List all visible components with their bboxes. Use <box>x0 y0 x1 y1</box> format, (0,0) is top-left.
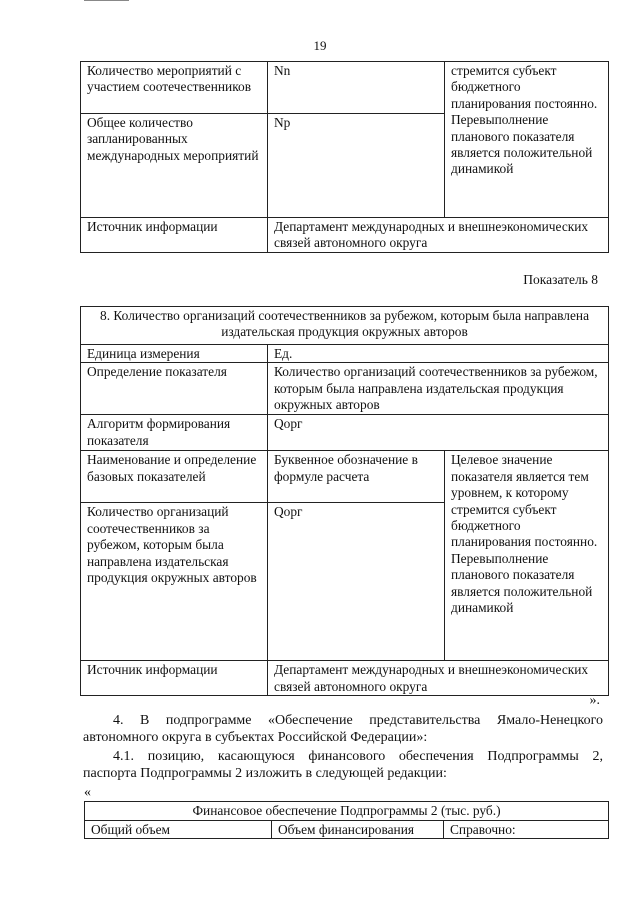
base-label-cell: Наименование и определение базовых показателей <box>81 451 268 503</box>
table-row <box>81 661 609 696</box>
row-symbol-cell: Qорг <box>268 503 445 661</box>
paragraph-line: 4. В подпрограмме «Обеспечение представительства Ямало-Ненецкого <box>113 713 603 728</box>
table-row <box>85 821 609 839</box>
row-name-cell: Количество организаций соотечественников за рубежом, которым была направлена издательская продукция окружных авторов <box>81 503 268 661</box>
unit-value-cell: Ед. <box>268 345 609 363</box>
note-cell: стремится субъект бюджетного планирования постоянно. Перевыполнение планового показателя является положительной динамикой <box>445 62 609 218</box>
top-edge-line <box>84 0 129 1</box>
paragraph-line: 4.1. позицию, касающуюся финансового обеспечения Подпрограммы 2, <box>113 749 603 764</box>
table-row <box>81 307 609 345</box>
indicator-table-top <box>80 61 609 253</box>
table-row <box>81 62 609 114</box>
indicator-table-8 <box>80 306 609 696</box>
source-value-cell: Департамент международных и внешнеэкономических связей автономного округа <box>268 661 609 696</box>
source-value-cell: Департамент международных и внешнеэкономических связей автономного округа <box>268 218 609 253</box>
base-symbol-label-cell: Буквенное обозначение в формуле расчета <box>268 451 445 503</box>
indicator-label: Показатель 8 <box>523 272 598 287</box>
table-row <box>81 363 609 415</box>
algorithm-label-cell: Алгоритм формирования показателя <box>81 415 268 451</box>
table-row <box>85 802 609 821</box>
row-symbol-cell: Nn <box>268 62 445 114</box>
total-volume-cell: Общий объем <box>85 821 272 839</box>
row-symbol-cell: Np <box>268 114 445 218</box>
unit-label-cell: Единица измерения <box>81 345 268 363</box>
financing-volume-cell: Объем финансирования <box>272 821 444 839</box>
algorithm-value-cell: Qорг <box>268 415 609 451</box>
table-row <box>81 345 609 363</box>
table-row <box>81 415 609 451</box>
opening-quote: « <box>84 785 91 800</box>
table-row <box>81 218 609 253</box>
row-name-cell: Количество мероприятий с участием соотечественников <box>81 62 268 114</box>
paragraph-line: автономного округа в субъектах Российской Федерации»: <box>83 730 428 745</box>
paragraph-4 <box>83 712 603 746</box>
reference-cell: Справочно: <box>444 821 609 839</box>
table-row <box>81 451 609 503</box>
definition-value-cell: Количество организаций соотечественников за рубежом, которым была направлена издательская продукция окружных авторов <box>268 363 609 415</box>
source-label-cell: Источник информации <box>81 661 268 696</box>
table-title-cell: 8. Количество организаций соотечественников за рубежом, которым была направлена издательская продукция окружных авторов <box>81 307 609 345</box>
source-label-cell: Источник информации <box>81 218 268 253</box>
paragraph-line: паспорта Подпрограммы 2 изложить в следующей редакции: <box>83 766 447 781</box>
row-name-cell: Общее количество запланированных международных мероприятий <box>81 114 268 218</box>
closing-quote: ». <box>589 693 600 708</box>
financing-table <box>84 801 609 839</box>
note-cell: Целевое значение показателя является тем уровнем, к которому стремится субъект бюджетного планирования постоянно. Перевыполнение планового показателя является положительной динамикой <box>445 451 609 661</box>
table-title-cell: Финансовое обеспечение Подпрограммы 2 (тыс. руб.) <box>85 802 609 821</box>
page-number: 19 <box>313 38 327 53</box>
paragraph-4-1 <box>83 748 603 782</box>
definition-label-cell: Определение показателя <box>81 363 268 415</box>
